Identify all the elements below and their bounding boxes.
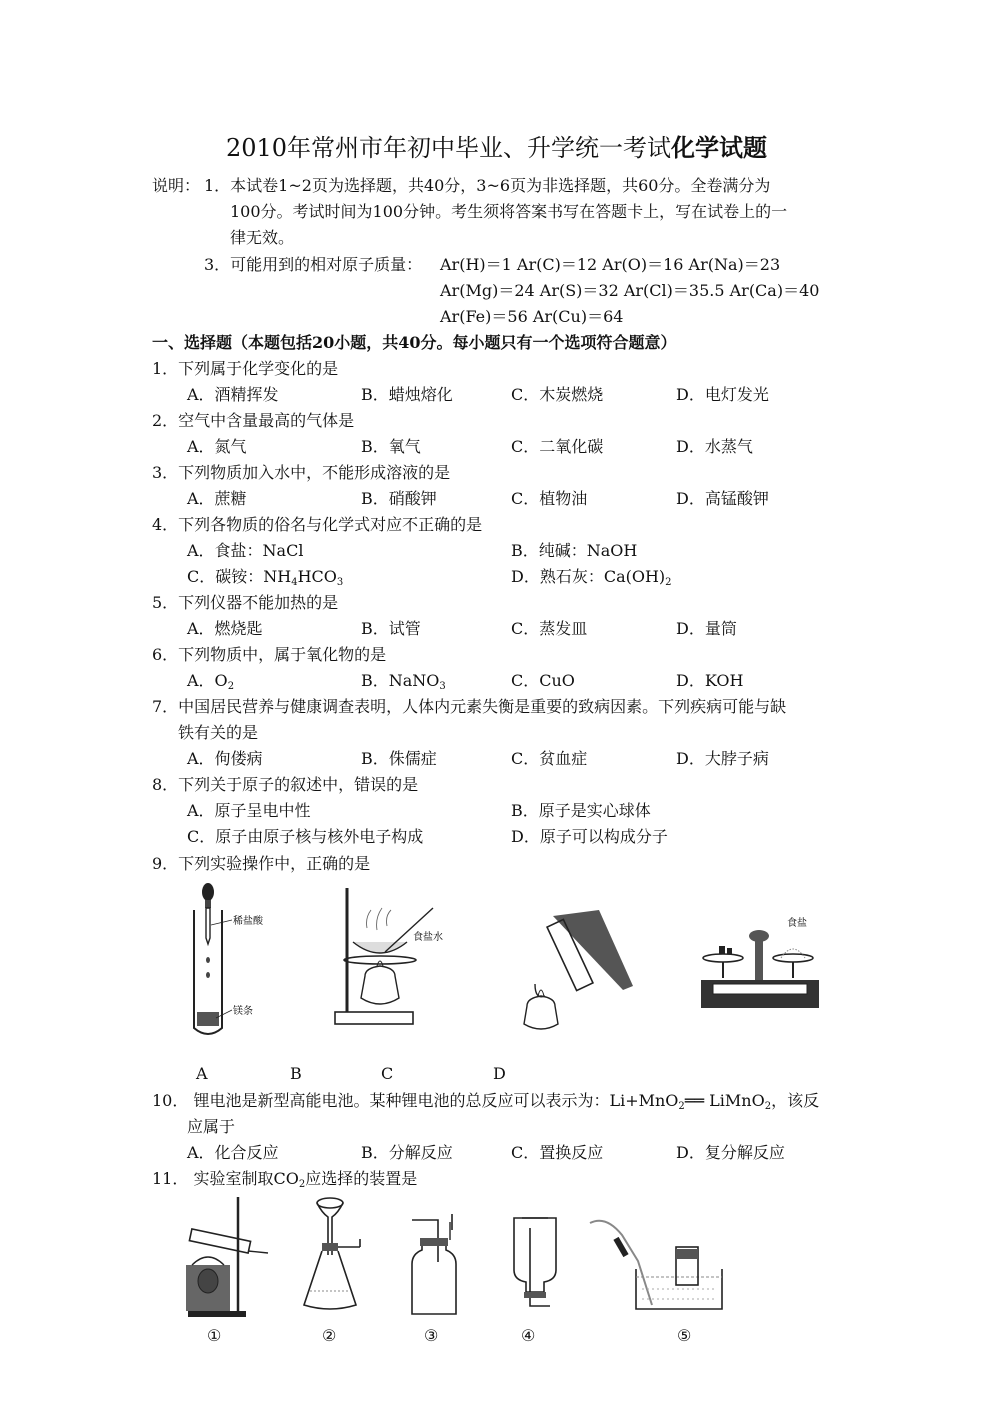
q10-stem-text: 10． 锂电池是新型高能电池。某种锂电池的总反应可以表示为：Li+MnO: [152, 1091, 679, 1110]
q3-option-d: D．高锰酸钾: [676, 489, 769, 508]
q9-caption-b: B: [290, 1064, 302, 1083]
q10-sub-2: 2: [764, 1101, 772, 1112]
q4-c-text-2: HCO: [297, 567, 337, 586]
q9-caption-c: C: [381, 1064, 394, 1083]
q2-option-d: D．水蒸气: [676, 437, 753, 456]
q9-figure-d-balance: [695, 910, 825, 1020]
q2-stem: 2．空气中含量最高的气体是: [152, 411, 355, 430]
q8-option-b: B．原子是实心球体: [511, 801, 651, 820]
q9-label-salt-water: 食盐水: [413, 932, 443, 943]
note-3-label: 3．可能用到的相对原子质量：: [204, 255, 423, 274]
q11-figure-1-heating-apparatus: [180, 1195, 270, 1320]
q10-option-b: B．分解反应: [361, 1143, 453, 1162]
q6-option-d: D．KOH: [676, 671, 744, 690]
q3-option-b: B．硝酸钾: [361, 489, 437, 508]
q10-stem-line-1: [152, 1093, 819, 1112]
q1-option-b: B．蜡烛熔化: [361, 385, 453, 404]
q6-option-b: [361, 673, 446, 692]
title-plain: 2010年常州市年初中毕业、升学统一考试: [225, 134, 672, 162]
q9-label-mg: 镁条: [233, 1006, 253, 1017]
q8-option-a: A．原子呈电中性: [187, 801, 311, 820]
notes-label: 说明：: [152, 176, 201, 195]
q8-option-d: D．原子可以构成分子: [511, 827, 668, 846]
q4-d-sub: 2: [665, 577, 672, 588]
q2-option-c: C．二氧化碳: [511, 437, 604, 456]
q6-option-a: [187, 673, 234, 692]
q10-stem-eq: ══ LiMnO: [684, 1091, 765, 1110]
q7-option-c: C．贫血症: [511, 749, 588, 768]
q9-caption-d: D: [493, 1064, 506, 1083]
q10-stem-end: ，该反: [771, 1091, 820, 1110]
q5-option-b: B．试管: [361, 619, 421, 638]
q8-option-c: C．原子由原子核与核外电子构成: [187, 827, 424, 846]
q3-option-c: C．植物油: [511, 489, 588, 508]
note-1-line-b: 100分。考试时间为100分钟。考生须将答案书写在答题卡上，写在试卷上的一: [230, 202, 788, 221]
q11-stem-text: 11． 实验室制取CO: [152, 1169, 299, 1188]
q10-stem-line-2: 应属于: [187, 1117, 236, 1136]
q10-sub-1: 2: [678, 1101, 685, 1112]
q6-a-text: A．O: [187, 671, 228, 690]
q11-caption-2: ②: [322, 1326, 337, 1345]
q6-b-sub: 3: [439, 681, 446, 692]
q9-figure-a-dropper-test-tube: [180, 880, 290, 1040]
q11-sub: 2: [298, 1179, 306, 1190]
q4-d-text: D．熟石灰：Ca(OH): [511, 567, 666, 586]
q11-stem: [152, 1171, 417, 1190]
q11-stem-end: 应选择的装置是: [305, 1169, 418, 1188]
q11-caption-5: ⑤: [677, 1326, 692, 1345]
q7-stem-line-2: 铁有关的是: [178, 723, 259, 742]
q5-option-a: A．燃烧匙: [187, 619, 263, 638]
q9-label-acid: 稀盐酸: [233, 916, 263, 927]
q10-option-a: A．化合反应: [187, 1143, 279, 1162]
page-title: [0, 133, 993, 162]
q9-figure-b-evaporation-stand: [325, 880, 455, 1035]
q4-c-sub-2: 3: [336, 577, 344, 588]
q2-option-b: B．氧气: [361, 437, 421, 456]
note-1-line-a: 1．本试卷1~2页为选择题，共40分，3~6页为非选择题，共60分。全卷满分为: [204, 176, 771, 195]
q1-stem: 1．下列属于化学变化的是: [152, 359, 339, 378]
q1-option-a: A．酒精挥发: [187, 385, 279, 404]
q9-figure-c-heating-test-tube: [505, 900, 645, 1040]
q11-caption-4: ④: [521, 1326, 536, 1345]
atomic-mass-line-2: Ar(Mg)＝24 Ar(S)＝32 Ar(Cl)＝35.5 Ar(Ca)＝40: [440, 281, 820, 300]
q7-stem-line-1: 7．中国居民营养与健康调查表明，人体内元素失衡是重要的致病因素。下列疾病可能与缺: [152, 697, 787, 716]
q9-label-salt: 食盐: [787, 918, 807, 929]
q4-option-c: [187, 569, 343, 588]
q4-option-d: [511, 569, 672, 588]
q11-figure-2-conical-flask: [300, 1195, 370, 1320]
q4-c-sub-1: 4: [291, 577, 298, 588]
q5-option-c: C．蒸发皿: [511, 619, 588, 638]
q11-caption-3: ③: [424, 1326, 439, 1345]
note-1-line-c: 律无效。: [230, 228, 295, 247]
q4-stem: 4．下列各物质的俗名与化学式对应不正确的是: [152, 515, 483, 534]
q7-option-a: A．佝偻病: [187, 749, 263, 768]
q4-c-text: C．碳铵：NH: [187, 567, 292, 586]
atomic-mass-line-1: Ar(H)＝1 Ar(C)＝12 Ar(O)＝16 Ar(Na)＝23: [440, 255, 781, 274]
section-heading: 一、选择题（本题包括20小题，共40分。每小题只有一个选项符合题意）: [152, 333, 677, 352]
q1-option-c: C．木炭燃烧: [511, 385, 604, 404]
q7-option-d: D．大脖子病: [676, 749, 769, 768]
q9-stem: 9．下列实验操作中，正确的是: [152, 854, 371, 873]
q6-option-c: C．CuO: [511, 671, 575, 690]
q8-stem: 8．下列关于原子的叙述中，错误的是: [152, 775, 419, 794]
q6-stem: 6．下列物质中，属于氧化物的是: [152, 645, 387, 664]
q6-a-sub: 2: [227, 681, 235, 692]
q11-figure-3-gas-bottle: [398, 1210, 468, 1320]
q7-option-b: B．侏儒症: [361, 749, 437, 768]
q3-option-a: A．蔗糖: [187, 489, 247, 508]
q11-figure-4-inverted-bottle: [500, 1210, 570, 1320]
q2-option-a: A．氮气: [187, 437, 247, 456]
q9-caption-a: A: [196, 1064, 208, 1083]
q4-option-b: B．纯碱：NaOH: [511, 541, 638, 560]
q6-b-text: B．NaNO: [361, 671, 440, 690]
q4-option-a: A．食盐：NaCl: [187, 541, 304, 560]
q10-option-d: D．复分解反应: [676, 1143, 785, 1162]
q5-stem: 5．下列仪器不能加热的是: [152, 593, 339, 612]
q1-option-d: D．电灯发光: [676, 385, 769, 404]
q3-stem: 3．下列物质加入水中，不能形成溶液的是: [152, 463, 451, 482]
q11-figure-5-water-trough: [582, 1205, 732, 1320]
title-bold: 化学试题: [671, 133, 768, 162]
q11-caption-1: ①: [207, 1326, 222, 1345]
q5-option-d: D．量筒: [676, 619, 737, 638]
q10-option-c: C．置换反应: [511, 1143, 604, 1162]
atomic-mass-line-3: Ar(Fe)＝56 Ar(Cu)＝64: [440, 307, 624, 326]
